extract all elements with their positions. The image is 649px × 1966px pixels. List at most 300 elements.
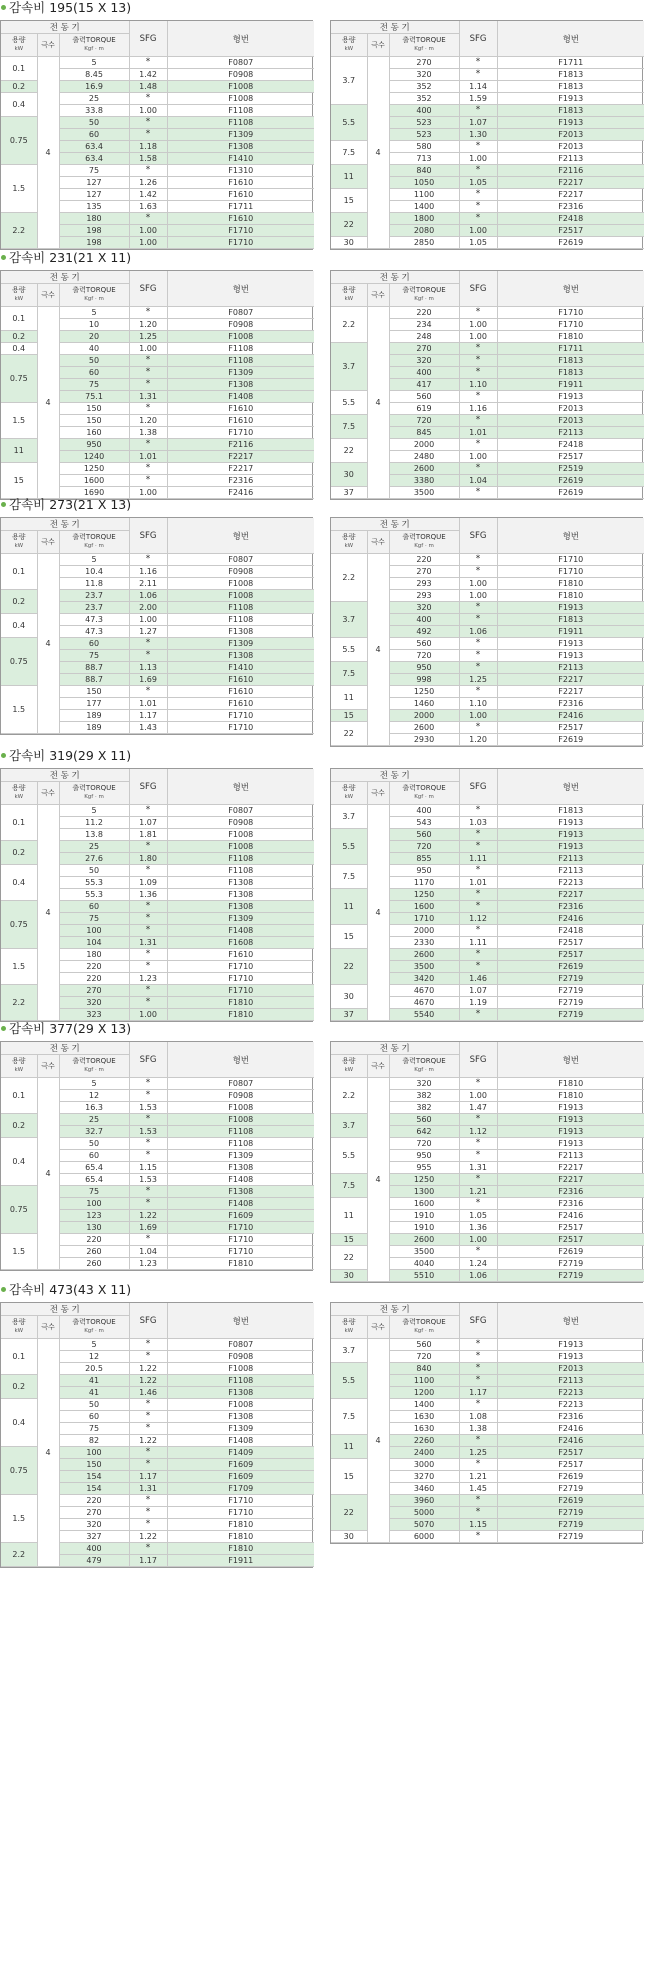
capacity-cell: 0.75 (1, 117, 37, 165)
model-cell: F1108 (167, 1126, 314, 1138)
sfg-cell: * (459, 1531, 497, 1543)
torque-cell: 50 (59, 865, 129, 877)
torque-cell: 20 (59, 331, 129, 343)
torque-cell: 3270 (389, 1471, 459, 1483)
model-cell: F2418 (497, 439, 644, 451)
torque-header: 출력TORQUE Kgf · m (59, 531, 129, 554)
model-cell: F1610 (167, 189, 314, 201)
capacity-cell: 3.7 (331, 1114, 367, 1138)
torque-cell: 220 (389, 307, 459, 319)
capacity-cell: 0.4 (1, 614, 37, 638)
model-cell: F1408 (167, 391, 314, 403)
capacity-unit: kW (14, 296, 24, 302)
model-cell: F2316 (497, 1411, 644, 1423)
model-cell: F1408 (167, 1174, 314, 1186)
torque-cell: 2000 (389, 710, 459, 722)
torque-cell: 1800 (389, 213, 459, 225)
torque-cell: 1050 (389, 177, 459, 189)
torque-unit: Kgf · m (414, 1067, 434, 1073)
sfg-cell: 1.17 (129, 1555, 167, 1567)
sfg-cell: 1.00 (459, 451, 497, 463)
sfg-cell: 1.24 (459, 1258, 497, 1270)
sfg-cell: * (459, 189, 497, 201)
capacity-cell: 1.5 (1, 686, 37, 734)
model-cell: F1911 (497, 626, 644, 638)
sfg-cell: 1.17 (129, 710, 167, 722)
torque-cell: 320 (389, 69, 459, 81)
torque-cell: 580 (389, 141, 459, 153)
sfg-cell: * (459, 686, 497, 698)
sfg-cell: * (459, 355, 497, 367)
sfg-cell: * (459, 1198, 497, 1210)
torque-cell: 4040 (389, 1258, 459, 1270)
torque-header: 출력TORQUE Kgf · m (59, 782, 129, 805)
sfg-cell: 1.20 (129, 415, 167, 427)
torque-cell: 950 (389, 1150, 459, 1162)
capacity-cell: 0.2 (1, 1375, 37, 1399)
model-cell: F1308 (167, 877, 314, 889)
torque-cell: 23.7 (59, 590, 129, 602)
sfg-cell: 1.05 (459, 1210, 497, 1222)
capacity-cell: 3.7 (331, 57, 367, 105)
torque-cell: 479 (59, 1555, 129, 1567)
torque-cell: 75 (59, 165, 129, 177)
torque-cell: 5 (59, 1339, 129, 1351)
sfg-cell: 1.42 (129, 69, 167, 81)
capacity-cell: 0.75 (1, 1186, 37, 1234)
model-cell: F2619 (497, 237, 644, 249)
capacity-cell: 22 (331, 1495, 367, 1531)
model-cell: F1008 (167, 1114, 314, 1126)
torque-cell: 260 (59, 1258, 129, 1270)
torque-unit: Kgf · m (84, 46, 104, 52)
capacity-cell: 0.2 (1, 841, 37, 865)
spec-table-left (0, 517, 313, 735)
bullet-icon (1, 753, 6, 758)
model-cell: F2619 (497, 1495, 644, 1507)
pole-cell: 4 (37, 1339, 59, 1567)
model-cell: F1810 (497, 1078, 644, 1090)
torque-cell: 400 (59, 1543, 129, 1555)
section-title (0, 748, 131, 764)
section-title-text: 감속비 473(43 X 11) (9, 1282, 132, 1297)
torque-cell: 75 (59, 913, 129, 925)
torque-cell: 75.1 (59, 391, 129, 403)
sfg-cell: 1.00 (129, 105, 167, 117)
model-cell: F2517 (497, 949, 644, 961)
motor-header: 전 동 기 (331, 1303, 459, 1316)
capacity-cell: 11 (331, 889, 367, 925)
model-cell: F2316 (497, 901, 644, 913)
model-cell: F1913 (497, 817, 644, 829)
capacity-cell: 5.5 (331, 638, 367, 662)
model-cell: F2213 (497, 1399, 644, 1411)
spec-table-right (330, 270, 643, 500)
torque-cell: 88.7 (59, 674, 129, 686)
capacity-cell: 11 (331, 686, 367, 710)
sfg-cell: * (129, 997, 167, 1009)
pole-cell: 4 (37, 307, 59, 499)
capacity-cell: 5.5 (331, 1363, 367, 1399)
model-cell: F2013 (497, 141, 644, 153)
table-row (331, 57, 644, 69)
torque-cell: 154 (59, 1483, 129, 1495)
sfg-cell: * (129, 1351, 167, 1363)
torque-cell: 293 (389, 578, 459, 590)
section-title (0, 497, 131, 513)
sfg-cell: 1.21 (459, 1186, 497, 1198)
capacity-cell: 3.7 (331, 343, 367, 391)
sfg-header: SFG (459, 271, 497, 307)
capacity-cell: 0.2 (1, 1114, 37, 1138)
sfg-cell: * (129, 57, 167, 69)
sfg-cell: 1.53 (129, 1174, 167, 1186)
sfg-header: SFG (129, 518, 167, 554)
motor-header: 전 동 기 (1, 1303, 129, 1316)
model-cell: F2116 (167, 439, 314, 451)
torque-cell: 11.8 (59, 578, 129, 590)
torque-cell: 352 (389, 81, 459, 93)
model-cell: F1711 (167, 201, 314, 213)
sfg-cell: * (459, 201, 497, 213)
torque-cell: 8.45 (59, 69, 129, 81)
model-cell: F1810 (167, 1531, 314, 1543)
sfg-cell: * (129, 1114, 167, 1126)
capacity-cell: 2.2 (331, 1078, 367, 1114)
sfg-cell: 1.00 (459, 319, 497, 331)
torque-cell: 1300 (389, 1186, 459, 1198)
torque-cell: 3380 (389, 475, 459, 487)
capacity-unit: kW (344, 46, 354, 52)
torque-cell: 10.4 (59, 566, 129, 578)
spec-table-left (0, 20, 313, 250)
sfg-cell: * (129, 439, 167, 451)
model-cell: F0908 (167, 817, 314, 829)
sfg-cell: * (129, 961, 167, 973)
capacity-cell: 0.1 (1, 57, 37, 81)
sfg-cell: * (459, 901, 497, 913)
torque-cell: 189 (59, 722, 129, 734)
model-cell: F2619 (497, 475, 644, 487)
model-cell: F1710 (167, 1495, 314, 1507)
sfg-cell: * (129, 638, 167, 650)
torque-cell: 60 (59, 367, 129, 379)
sfg-cell: 1.22 (129, 1435, 167, 1447)
capacity-cell: 30 (331, 1531, 367, 1543)
sfg-cell: * (459, 1246, 497, 1258)
model-cell: F2113 (497, 662, 644, 674)
sfg-cell: * (459, 650, 497, 662)
model-cell: F1913 (497, 117, 644, 129)
torque-cell: 50 (59, 355, 129, 367)
pole-header: 극수 (37, 782, 59, 805)
model-header: 형번 (497, 1042, 644, 1078)
torque-cell: 50 (59, 1138, 129, 1150)
sfg-cell: * (129, 865, 167, 877)
sfg-cell: 1.00 (129, 225, 167, 237)
torque-unit: Kgf · m (84, 296, 104, 302)
model-cell: F1810 (497, 1090, 644, 1102)
sfg-cell: * (459, 1078, 497, 1090)
bullet-icon (1, 1287, 6, 1292)
model-cell: F1710 (167, 225, 314, 237)
torque-cell: 270 (389, 566, 459, 578)
sfg-cell: 1.25 (459, 674, 497, 686)
capacity-cell: 11 (331, 1198, 367, 1234)
capacity-header: 용량 kW (331, 531, 367, 554)
capacity-cell: 0.2 (1, 81, 37, 93)
torque-cell: 523 (389, 117, 459, 129)
torque-cell: 642 (389, 1126, 459, 1138)
table-row (331, 307, 644, 319)
model-header: 형번 (497, 21, 644, 57)
model-cell: F1810 (497, 578, 644, 590)
model-cell: F1913 (497, 650, 644, 662)
torque-cell: 27.6 (59, 853, 129, 865)
model-cell: F0908 (167, 1351, 314, 1363)
capacity-cell: 0.75 (1, 355, 37, 403)
sfg-cell: 1.53 (129, 1126, 167, 1138)
model-cell: F1710 (167, 1222, 314, 1234)
sfg-cell: 1.05 (459, 237, 497, 249)
section-title (0, 1282, 131, 1298)
torque-cell: 88.7 (59, 662, 129, 674)
torque-cell: 150 (59, 1459, 129, 1471)
sfg-cell: 1.00 (459, 710, 497, 722)
torque-cell: 2000 (389, 439, 459, 451)
torque-cell: 720 (389, 841, 459, 853)
sfg-cell: 1.11 (459, 853, 497, 865)
model-cell: F1913 (497, 1351, 644, 1363)
capacity-cell: 1.5 (1, 165, 37, 213)
model-cell: F2113 (497, 427, 644, 439)
model-cell: F0807 (167, 307, 314, 319)
torque-cell: 950 (389, 865, 459, 877)
model-cell: F1308 (167, 141, 314, 153)
torque-cell: 320 (389, 602, 459, 614)
torque-cell: 3500 (389, 961, 459, 973)
sfg-cell: * (459, 1507, 497, 1519)
sfg-cell: * (129, 1198, 167, 1210)
torque-cell: 5070 (389, 1519, 459, 1531)
sfg-cell: * (129, 841, 167, 853)
torque-cell: 417 (389, 379, 459, 391)
capacity-header: 용량 kW (331, 1316, 367, 1339)
capacity-cell: 1.5 (1, 403, 37, 439)
model-header: 형번 (167, 271, 314, 307)
capacity-cell: 15 (331, 710, 367, 722)
sfg-cell: 1.05 (459, 177, 497, 189)
model-cell: F2416 (497, 710, 644, 722)
model-cell: F1108 (167, 614, 314, 626)
motor-header: 전 동 기 (331, 1042, 459, 1055)
torque-cell: 3500 (389, 1246, 459, 1258)
capacity-cell: 2.2 (1, 213, 37, 249)
spec-table-right (330, 517, 643, 747)
torque-cell: 40 (59, 343, 129, 355)
model-cell: F1813 (497, 355, 644, 367)
torque-header: 출력TORQUE Kgf · m (59, 1316, 129, 1339)
model-cell: F2619 (497, 487, 644, 499)
sfg-cell: 1.04 (129, 1246, 167, 1258)
spec-table-right (330, 768, 643, 1022)
sfg-cell: * (459, 415, 497, 427)
sfg-cell: * (459, 463, 497, 475)
torque-cell: 150 (59, 403, 129, 415)
model-cell: F0807 (167, 1078, 314, 1090)
torque-cell: 23.7 (59, 602, 129, 614)
capacity-cell: 5.5 (331, 105, 367, 141)
sfg-cell: 1.00 (129, 614, 167, 626)
torque-cell: 2000 (389, 925, 459, 937)
motor-header: 전 동 기 (331, 769, 459, 782)
torque-cell: 2400 (389, 1447, 459, 1459)
torque-cell: 2260 (389, 1435, 459, 1447)
model-cell: F1108 (167, 602, 314, 614)
model-cell: F1108 (167, 105, 314, 117)
capacity-cell: 30 (331, 985, 367, 1009)
torque-cell: 352 (389, 93, 459, 105)
capacity-cell: 0.4 (1, 343, 37, 355)
sfg-cell: * (459, 961, 497, 973)
model-cell: F2316 (497, 201, 644, 213)
torque-cell: 104 (59, 937, 129, 949)
torque-cell: 180 (59, 949, 129, 961)
capacity-cell: 22 (331, 722, 367, 746)
torque-cell: 1910 (389, 1210, 459, 1222)
sfg-cell: 1.27 (129, 626, 167, 638)
model-cell: F2013 (497, 1363, 644, 1375)
torque-cell: 320 (59, 997, 129, 1009)
model-cell: F1913 (497, 1126, 644, 1138)
torque-cell: 60 (59, 1150, 129, 1162)
sfg-cell: * (129, 213, 167, 225)
capacity-unit: kW (344, 296, 354, 302)
model-cell: F1610 (167, 213, 314, 225)
pole-header: 극수 (37, 34, 59, 57)
capacity-cell: 0.75 (1, 901, 37, 949)
sfg-cell: * (129, 1447, 167, 1459)
torque-cell: 560 (389, 829, 459, 841)
sfg-cell: * (459, 213, 497, 225)
model-cell: F1108 (167, 853, 314, 865)
sfg-header: SFG (459, 1303, 497, 1339)
capacity-unit: kW (344, 543, 354, 549)
table-row (1, 1339, 314, 1351)
section-title (0, 0, 131, 16)
model-header: 형번 (497, 271, 644, 307)
torque-cell: 1400 (389, 201, 459, 213)
model-cell: F1710 (167, 985, 314, 997)
sfg-cell: * (129, 307, 167, 319)
torque-cell: 82 (59, 1435, 129, 1447)
sfg-cell: * (459, 1114, 497, 1126)
model-cell: F1710 (167, 1234, 314, 1246)
sfg-cell: 1.16 (129, 566, 167, 578)
model-cell: F1710 (497, 566, 644, 578)
torque-cell: 1170 (389, 877, 459, 889)
capacity-cell: 1.5 (1, 1234, 37, 1270)
model-cell: F1308 (167, 379, 314, 391)
bullet-icon (1, 1026, 6, 1031)
sfg-cell: 1.22 (129, 1210, 167, 1222)
capacity-header: 용량 kW (1, 1055, 37, 1078)
sfg-cell: 1.01 (129, 451, 167, 463)
torque-cell: 47.3 (59, 614, 129, 626)
sfg-cell: 1.16 (459, 403, 497, 415)
capacity-cell: 3.7 (331, 805, 367, 829)
model-cell: F2217 (497, 1174, 644, 1186)
torque-cell: 12 (59, 1090, 129, 1102)
sfg-cell: 1.04 (459, 475, 497, 487)
model-cell: F1408 (167, 925, 314, 937)
sfg-cell: * (129, 805, 167, 817)
torque-cell: 950 (389, 662, 459, 674)
torque-cell: 327 (59, 1531, 129, 1543)
pole-cell: 4 (367, 554, 389, 746)
sfg-header: SFG (129, 1042, 167, 1078)
model-cell: F2719 (497, 997, 644, 1009)
capacity-cell: 7.5 (331, 1399, 367, 1435)
model-cell: F1810 (167, 1258, 314, 1270)
model-cell: F2418 (497, 925, 644, 937)
bullet-icon (1, 5, 6, 10)
sfg-cell: * (459, 1435, 497, 1447)
model-cell: F1610 (167, 415, 314, 427)
motor-header: 전 동 기 (1, 1042, 129, 1055)
capacity-cell: 7.5 (331, 1174, 367, 1198)
torque-cell: 41 (59, 1387, 129, 1399)
pole-header: 극수 (37, 1055, 59, 1078)
capacity-unit: kW (344, 794, 354, 800)
model-cell: F2113 (497, 1375, 644, 1387)
model-cell: F1008 (167, 1363, 314, 1375)
torque-cell: 32.7 (59, 1126, 129, 1138)
torque-cell: 560 (389, 1339, 459, 1351)
torque-cell: 5510 (389, 1270, 459, 1282)
sfg-cell: * (459, 1339, 497, 1351)
sfg-cell: 1.07 (129, 817, 167, 829)
sfg-cell: * (129, 1459, 167, 1471)
sfg-cell: * (459, 722, 497, 734)
model-cell: F2416 (497, 1435, 644, 1447)
model-cell: F1308 (167, 1162, 314, 1174)
sfg-cell: 1.15 (459, 1519, 497, 1531)
torque-cell: 154 (59, 1471, 129, 1483)
torque-cell: 130 (59, 1222, 129, 1234)
sfg-cell: 1.00 (459, 225, 497, 237)
pole-header: 극수 (367, 284, 389, 307)
sfg-cell: * (129, 1234, 167, 1246)
model-cell: F1810 (167, 997, 314, 1009)
torque-header: 출력TORQUE Kgf · m (389, 1055, 459, 1078)
sfg-cell: 1.23 (129, 1258, 167, 1270)
torque-cell: 270 (59, 1507, 129, 1519)
torque-cell: 2330 (389, 937, 459, 949)
torque-cell: 720 (389, 1351, 459, 1363)
sfg-cell: * (459, 165, 497, 177)
sfg-cell: 1.20 (129, 319, 167, 331)
model-cell: F2517 (497, 225, 644, 237)
pole-header: 극수 (367, 1055, 389, 1078)
sfg-cell: * (459, 889, 497, 901)
model-cell: F1913 (497, 391, 644, 403)
motor-header: 전 동 기 (1, 271, 129, 284)
model-cell: F1408 (167, 1198, 314, 1210)
capacity-cell: 0.1 (1, 554, 37, 590)
torque-cell: 2600 (389, 463, 459, 475)
model-cell: F1008 (167, 1399, 314, 1411)
